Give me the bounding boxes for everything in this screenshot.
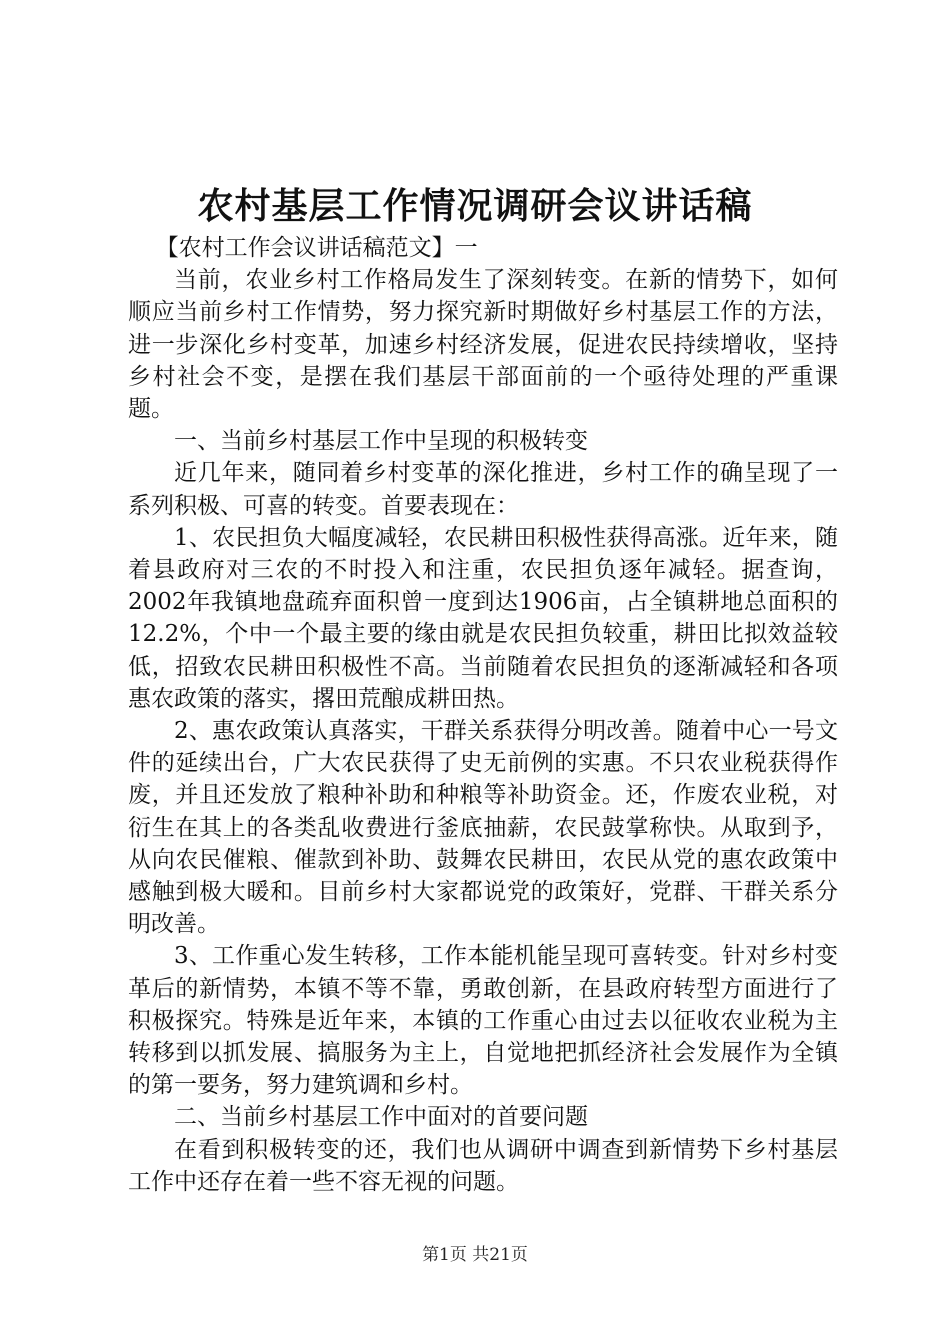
document-body [128,232,838,1198]
section-heading-intro: 【农村工作会议讲话稿范文】一 [155,235,478,261]
section-heading-main-problems: 二、当前乡村基层工作中面对的首要问题 [174,1104,588,1131]
paragraph-point-2: 2、惠农政策认真落实，干群关系获得分明改善。随着中心一号文件的延续出台，广大农民获得了史无前例的实惠。不只农业税获得作废，并且还发放了粮种补助和种粮等补助资金。还，作废农业税，对衍生在其上的各类乱收费进行釜底抽薪，农民鼓掌称快。从取到予，从向农民催粮、催款到补助、鼓舞农民耕田，农民从党的惠农政策中感触到极大暖和。目前乡村大家都说党的政策好，党群、干群关系分明改善。 [128,718,838,938]
paragraph-point-3: 3、工作重心发生转移，工作本能机能呈现可喜转变。针对乡村变革后的新情势，本镇不等不靠，勇敢创新，在县政府转型方面进行了积极探究。特殊是近年来，本镇的工作重心由过去以征收农业税为主转移到以抓发展、搞服务为主上，自觉地把抓经济社会发展作为全镇的第一要务，努力建筑调和乡村。 [128,943,838,1099]
section-heading-positive-changes: 一、当前乡村基层工作中呈现的积极转变 [174,428,588,455]
paragraph-problems-intro: 在看到积极转变的还，我们也从调研中调查到新情势下乡村基层工作中还存在着一些不容无视的问题。 [128,1136,838,1195]
paragraph-recent-years: 近几年来，随同着乡村变革的深化推进，乡村工作的确呈现了一系列积极、可喜的转变。首要表现在： [128,460,838,519]
paragraph-intro: 当前，农业乡村工作格局发生了深刻转变。在新的情势下，如何顺应当前乡村工作情势，努力探究新时期做好乡村基层工作的方法，进一步深化乡村变革，加速乡村经济发展，促进农民持续增收，坚持乡村社会不变，是摆在我们基层干部面前的一个亟待处理的严重课题。 [128,267,838,423]
page-number-footer: 第1页 共21页 [422,1245,528,1265]
paragraph-point-1: 1、农民担负大幅度减轻，农民耕田积极性获得高涨。近年来，随着县政府对三农的不时投入和注重，农民担负逐年减轻。据查询，2002年我镇地盘疏弃面积曾一度到达1906亩，占全镇耕地总面积的12.2%，个中一个最主要的缘由就是农民担负较重，耕田比拟效益较低，招致农民耕田积极性不高。当前随着农民担负的逐渐减轻和各项惠农政策的落实，撂田荒酿成耕田热。 [128,524,838,712]
document-title: 农村基层工作情况调研会议讲话稿 [197,185,753,227]
